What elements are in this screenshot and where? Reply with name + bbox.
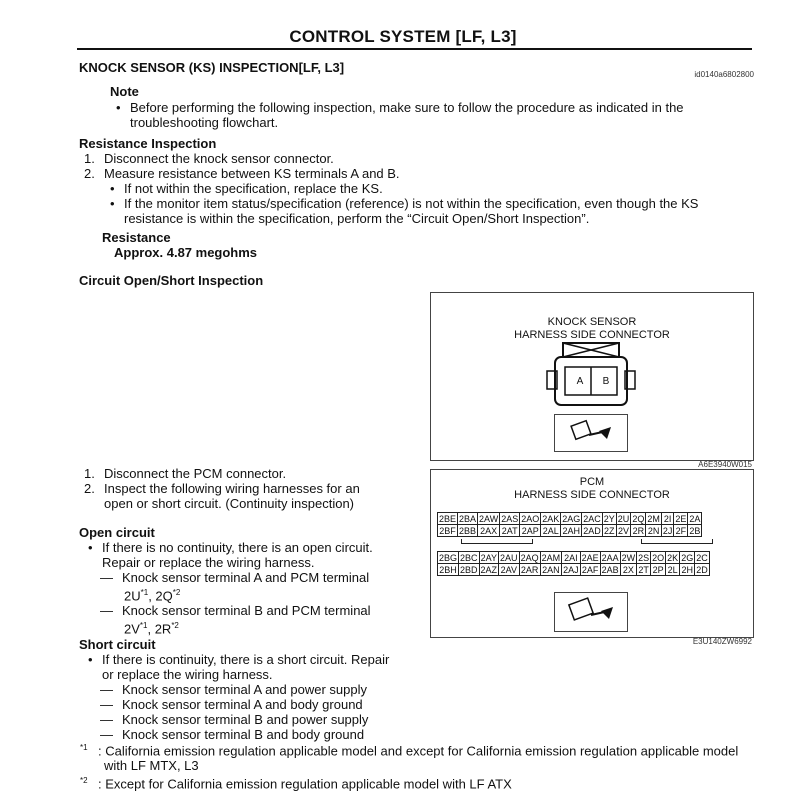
section-title: KNOCK SENSOR (KS) INSPECTION[LF, L3] <box>79 60 345 75</box>
pcm-terminal-grid-bottom <box>437 551 710 576</box>
pcm-terminal-cell: 2W <box>621 552 636 563</box>
pcm-terminal-grid-top <box>437 512 702 537</box>
pcm-terminal-cell: 2AB <box>601 564 619 575</box>
pcm-terminal-cell: 2K <box>667 552 679 563</box>
pcm-terminal-cell: 2AU <box>500 552 518 563</box>
ks-plug-icon <box>554 414 628 452</box>
pcm-terminal-cell: 2X <box>620 564 637 576</box>
note-heading: Note <box>110 84 139 99</box>
pcm-terminal-cell: 2BA <box>459 513 477 524</box>
bullet-icon: • <box>110 196 115 211</box>
circuit-inspection-heading: Circuit Open/Short Inspection <box>79 273 264 288</box>
pcm-terminal-row <box>438 564 710 576</box>
pcm-terminal-cell: 2AL <box>542 525 559 536</box>
pcm-terminal-cell: 2AZ <box>480 564 498 575</box>
pcm-terminal-cell: 2E <box>675 513 687 524</box>
note-text: • Before performing the following inspection, make sure to follow the procedure as indicated in the troubleshooting flowchart. <box>116 100 684 130</box>
pcm-terminal-cell: 2AW <box>479 513 499 524</box>
pcm-terminal-cell: 2H <box>681 564 693 575</box>
pcm-terminal-cell: 2P <box>652 564 664 575</box>
resistance-steps: 1. Disconnect the knock sensor connector. 2. Measure resistance between KS terminals A and B. • If not within the specification, replace the KS. • If the monitor item status/specification (reference) is not within the specification, even though the KS resistance is within the specification, perform the “Circuit Open/Short Inspection”. <box>84 151 699 226</box>
pcm-terminal-cell: 2BD <box>460 564 478 575</box>
pcm-terminal-cell: 2AA <box>601 552 619 563</box>
pcm-terminal-row <box>438 525 702 537</box>
ks-terminal-a: A <box>576 376 584 387</box>
pcm-connector-diagram <box>430 469 754 638</box>
pcm-terminal-cell: 2BC <box>460 552 478 563</box>
pcm-terminal-cell: 2AM <box>541 552 561 563</box>
pcm-terminal-cell: 2Y <box>603 513 615 524</box>
document-id: id0140a6802800 <box>694 70 754 79</box>
pcm-terminal-cell: 2S <box>638 552 650 563</box>
pcm-terminal-cell: 2AG <box>562 513 581 524</box>
pcm-terminal-cell: 2O <box>652 552 665 563</box>
open-circuit-body: • If there is no continuity, there is an open circuit. Repair or replace the wiring harness. — Knock sensor terminal A and PCM terminal $2U^{*1}$, $2Q^{*2}$ — Knock sensor terminal B and PCM terminal $2V^{*1}$, $2R^{*2}$ <box>88 540 373 637</box>
pcm-terminal-cell: 2AJ <box>563 564 579 575</box>
resistance-spec-value: Approx. 4.87 megohms <box>114 245 258 260</box>
circuit-steps: 1. Disconnect the PCM connector. 2. Inspect the following wiring harnesses for an open or short circuit. (Continuity inspection) <box>84 466 360 511</box>
pcm-terminal-cell: 2AT <box>500 525 520 537</box>
ks-terminal-b: B <box>602 376 610 387</box>
pcm-terminal-cell: 2AE <box>581 552 599 563</box>
short-circuit-heading: Short circuit <box>79 637 156 652</box>
short-circuit-body: • If there is continuity, there is a short circuit. Repair or replace the wiring harness. — Knock sensor terminal A and power supply — Knock sensor terminal A and body ground — Knock sensor terminal B and power supply — Knock sensor terminal B and body ground <box>88 652 390 742</box>
pcm-terminal-cell: 2BH <box>439 564 457 575</box>
pcm-terminal-cell: 2BE <box>439 513 457 524</box>
pcm-terminal-cell: 2Z <box>604 525 615 536</box>
pcm-terminal-cell: 2AR <box>520 564 539 575</box>
resistance-spec-label: Resistance <box>102 230 171 245</box>
pcm-terminal-cell: 2C <box>696 552 708 563</box>
pcm-terminal-cell: 2M <box>647 513 660 524</box>
page-title: CONTROL SYSTEM [LF, L3] <box>289 27 517 46</box>
knock-sensor-connector-diagram <box>430 292 754 461</box>
pcm-plug-icon <box>554 592 628 632</box>
bullet-icon: • <box>110 181 115 196</box>
pcm-diagram-label: PCM HARNESS SIDE CONNECTOR <box>514 476 670 501</box>
pcm-terminal-row <box>438 513 702 525</box>
pcm-terminal-cell: 2A <box>689 513 701 524</box>
pcm-terminal-cell: 2L <box>667 564 678 575</box>
ks-diagram-label: KNOCK SENSOR HARNESS SIDE CONNECTOR <box>514 316 670 341</box>
resistance-inspection-heading: Resistance Inspection <box>79 136 217 151</box>
pcm-terminal-cell: 2Q <box>632 513 645 524</box>
pcm-terminal-cell: 2J <box>662 525 673 536</box>
pcm-terminal-cell: 2BG <box>439 552 458 563</box>
pcm-terminal-cell: 2AS <box>501 513 519 524</box>
pcm-terminal-cell: 2AV <box>499 564 520 576</box>
pcm-terminal-cell: 2AQ <box>520 552 539 563</box>
pcm-terminal-cell: 2F <box>675 525 687 536</box>
open-circuit-heading: Open circuit <box>79 525 155 540</box>
ks-diagram-code: A6E3940W015 <box>698 460 752 469</box>
pcm-terminal-cell: 2AD <box>583 525 601 536</box>
pcm-terminal-cell: 2AO <box>521 513 540 524</box>
pcm-terminal-cell: 2D <box>696 564 708 575</box>
pcm-terminal-cell: 2U <box>617 513 630 524</box>
pcm-terminal-cell: 2AF <box>581 564 599 575</box>
footnotes: $^{*1}$ : California emission regulation applicable model and except for California emission regulation applicable model with LF MTX, L3 $^{*2}$ : Except for California emission regulation applicable model with LF ATX <box>80 743 739 792</box>
pcm-terminal-cell: 2G <box>681 552 694 563</box>
pcm-terminal-cell: 2N <box>647 525 660 536</box>
pcm-terminal-cell: 2B <box>689 525 701 536</box>
pcm-diagram-code: E3U140ZW6992 <box>692 637 752 646</box>
bullet-icon: • <box>88 652 93 667</box>
pcm-terminal-cell: 2AN <box>542 564 560 575</box>
pcm-terminal-row <box>438 552 710 564</box>
pcm-terminal-cell: 2AH <box>562 525 581 536</box>
bullet-icon: • <box>88 540 93 555</box>
pcm-terminal-cell: 2R <box>632 525 645 536</box>
pcm-terminal-cell: 2BF <box>439 525 456 536</box>
connector-rib <box>641 539 713 544</box>
pcm-terminal-cell: 2I <box>661 513 674 525</box>
bullet-icon: • <box>116 100 121 115</box>
pcm-terminal-cell: 2V <box>618 525 630 536</box>
connector-rib <box>461 539 533 544</box>
pcm-terminal-cell: 2AY <box>480 552 497 563</box>
pcm-terminal-cell: 2BB <box>459 525 477 536</box>
pcm-terminal-cell: 2T <box>638 564 649 575</box>
pcm-terminal-cell: 2AK <box>542 513 560 524</box>
title-rule <box>77 48 752 50</box>
pcm-terminal-cell: 2AC <box>583 513 601 524</box>
pcm-terminal-cell: 2AI <box>562 552 581 564</box>
pcm-terminal-cell: 2AP <box>521 525 539 536</box>
pcm-terminal-cell: 2AX <box>478 525 500 537</box>
